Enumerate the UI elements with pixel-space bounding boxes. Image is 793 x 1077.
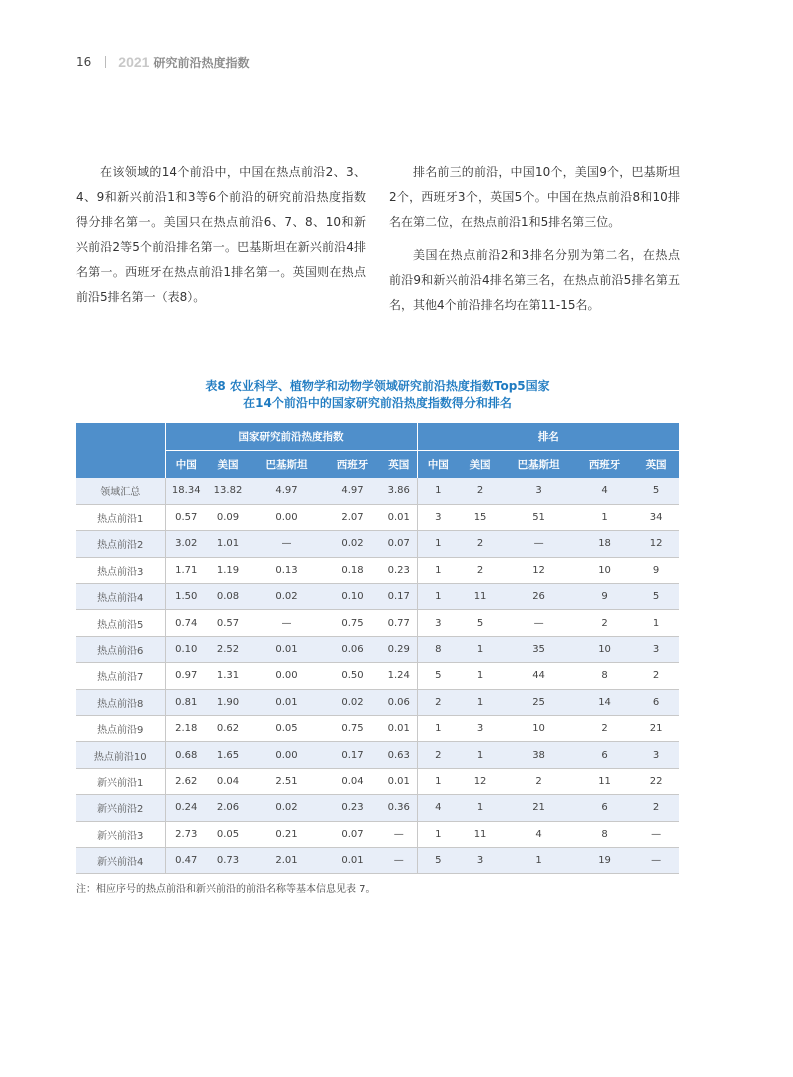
- rank-cell: 1: [459, 636, 501, 662]
- score-cell: 4.97: [324, 478, 381, 504]
- rank-cell: 8: [576, 821, 633, 847]
- score-cell: 0.75: [324, 610, 381, 636]
- column-header-score: 英国: [381, 451, 417, 479]
- row-label: 热点前沿7: [76, 663, 165, 689]
- score-cell: 0.07: [381, 531, 417, 557]
- score-cell: 3.02: [165, 531, 207, 557]
- rank-cell: 1: [417, 557, 459, 583]
- rank-cell: 21: [501, 795, 576, 821]
- rank-cell: 1: [501, 847, 576, 873]
- right-paragraph-2: 美国在热点前沿2和3排名分别为第二名，在热点前沿9和新兴前沿4排名第三名，在热点前沿5排名第五名，其他4个前沿排名均在第11-15名。: [389, 248, 680, 312]
- score-cell: 0.24: [165, 795, 207, 821]
- rank-cell: 2: [633, 663, 679, 689]
- rank-cell: 2: [501, 768, 576, 794]
- column-header-score: 美国: [207, 451, 249, 479]
- column-header-rank: 巴基斯坦: [501, 451, 576, 479]
- rank-cell: 11: [459, 584, 501, 610]
- rank-cell: 3: [459, 716, 501, 742]
- score-cell: 0.01: [381, 504, 417, 530]
- score-cell: 2.18: [165, 716, 207, 742]
- table-row: [76, 821, 679, 847]
- right-text-column: [389, 160, 680, 326]
- rank-cell: 6: [576, 742, 633, 768]
- rank-cell: 2: [459, 557, 501, 583]
- score-cell: 1.71: [165, 557, 207, 583]
- score-cell: 0.02: [324, 531, 381, 557]
- rank-cell: 2: [576, 716, 633, 742]
- score-cell: 0.02: [249, 795, 324, 821]
- table-caption-line1: 表8 农业科学、植物学和动物学领域研究前沿热度指数Top5国家: [205, 379, 550, 393]
- score-cell: 0.09: [207, 504, 249, 530]
- score-cell: 0.05: [207, 821, 249, 847]
- rank-cell: 3: [633, 742, 679, 768]
- rank-cell: 44: [501, 663, 576, 689]
- rank-cell: 1: [417, 821, 459, 847]
- rank-cell: —: [501, 531, 576, 557]
- table-note: 注：相应序号的热点前沿和新兴前沿的前沿名称等基本信息见表 7。: [76, 884, 376, 895]
- score-cell: 0.06: [381, 689, 417, 715]
- rank-cell: 4: [501, 821, 576, 847]
- score-cell: 13.82: [207, 478, 249, 504]
- table-row: [76, 742, 679, 768]
- table-caption: [76, 378, 679, 412]
- row-label: 热点前沿10: [76, 742, 165, 768]
- rank-cell: 2: [576, 610, 633, 636]
- rank-cell: —: [501, 610, 576, 636]
- score-cell: —: [249, 531, 324, 557]
- score-cell: 0.06: [324, 636, 381, 662]
- row-header-blank: [76, 423, 165, 478]
- rank-cell: 3: [501, 478, 576, 504]
- country-ranking-table: [76, 423, 679, 874]
- column-header-score: 中国: [165, 451, 207, 479]
- score-cell: 0.05: [249, 716, 324, 742]
- score-cell: 0.08: [207, 584, 249, 610]
- score-cell: 0.57: [207, 610, 249, 636]
- score-cell: 0.01: [381, 716, 417, 742]
- score-cell: 0.57: [165, 504, 207, 530]
- score-cell: 0.23: [324, 795, 381, 821]
- score-cell: 1.50: [165, 584, 207, 610]
- row-label: 热点前沿9: [76, 716, 165, 742]
- score-cell: 0.77: [381, 610, 417, 636]
- column-header-score: 巴基斯坦: [249, 451, 324, 479]
- rank-cell: 4: [576, 478, 633, 504]
- row-label: 热点前沿6: [76, 636, 165, 662]
- page-number: 16: [76, 55, 92, 69]
- rank-cell: 10: [576, 636, 633, 662]
- score-cell: 2.07: [324, 504, 381, 530]
- rank-cell: 1: [633, 610, 679, 636]
- rank-cell: 3: [459, 847, 501, 873]
- score-cell: 0.10: [324, 584, 381, 610]
- row-label: 领域汇总: [76, 478, 165, 504]
- rank-cell: 1: [417, 584, 459, 610]
- table-row: [76, 768, 679, 794]
- table-row: [76, 716, 679, 742]
- score-cell: 1.31: [207, 663, 249, 689]
- rank-cell: 2: [459, 478, 501, 504]
- rank-cell: 1: [459, 795, 501, 821]
- column-header-rank: 英国: [633, 451, 679, 479]
- column-header-rank: 西班牙: [576, 451, 633, 479]
- row-label: 新兴前沿4: [76, 847, 165, 873]
- rank-cell: 51: [501, 504, 576, 530]
- rank-cell: 1: [459, 742, 501, 768]
- table-row: [76, 531, 679, 557]
- score-cell: 2.73: [165, 821, 207, 847]
- table-row: [76, 478, 679, 504]
- score-cell: —: [381, 821, 417, 847]
- rank-cell: 1: [417, 768, 459, 794]
- rank-cell: 22: [633, 768, 679, 794]
- score-cell: 0.29: [381, 636, 417, 662]
- score-cell: 0.01: [324, 847, 381, 873]
- row-label: 热点前沿3: [76, 557, 165, 583]
- rank-cell: 1: [459, 689, 501, 715]
- score-cell: —: [249, 610, 324, 636]
- rank-cell: 3: [417, 504, 459, 530]
- rank-cell: 9: [576, 584, 633, 610]
- score-cell: 3.86: [381, 478, 417, 504]
- score-cell: 2.01: [249, 847, 324, 873]
- row-label: 热点前沿8: [76, 689, 165, 715]
- table-row: [76, 847, 679, 873]
- score-cell: 1.24: [381, 663, 417, 689]
- rank-cell: 9: [633, 557, 679, 583]
- rank-cell: 6: [576, 795, 633, 821]
- row-label: 热点前沿4: [76, 584, 165, 610]
- score-cell: 0.21: [249, 821, 324, 847]
- rank-cell: 10: [501, 716, 576, 742]
- rank-cell: 26: [501, 584, 576, 610]
- score-cell: 0.10: [165, 636, 207, 662]
- rank-cell: 35: [501, 636, 576, 662]
- rank-cell: 1: [417, 716, 459, 742]
- row-label: 新兴前沿2: [76, 795, 165, 821]
- score-cell: 0.47: [165, 847, 207, 873]
- rank-cell: 38: [501, 742, 576, 768]
- table-row: [76, 610, 679, 636]
- table-row: [76, 584, 679, 610]
- score-cell: 0.02: [249, 584, 324, 610]
- running-header: [76, 52, 249, 72]
- column-header-score: 西班牙: [324, 451, 381, 479]
- row-label: 热点前沿2: [76, 531, 165, 557]
- table-row: [76, 795, 679, 821]
- table-row: [76, 504, 679, 530]
- table-row: [76, 636, 679, 662]
- rank-cell: 2: [633, 795, 679, 821]
- group-header-rank: 排名: [417, 423, 679, 451]
- rank-cell: 18: [576, 531, 633, 557]
- header-divider: [105, 56, 106, 68]
- rank-cell: 8: [576, 663, 633, 689]
- rank-cell: 2: [417, 689, 459, 715]
- rank-cell: 2: [459, 531, 501, 557]
- rank-cell: 1: [417, 531, 459, 557]
- rank-cell: 12: [633, 531, 679, 557]
- table-caption-line2: 在14个前沿中的国家研究前沿热度指数得分和排名: [243, 396, 512, 410]
- score-cell: 18.34: [165, 478, 207, 504]
- score-cell: 0.73: [207, 847, 249, 873]
- rank-cell: 25: [501, 689, 576, 715]
- table-row: [76, 689, 679, 715]
- score-cell: 0.63: [381, 742, 417, 768]
- rank-cell: 6: [633, 689, 679, 715]
- row-label: 热点前沿5: [76, 610, 165, 636]
- rank-cell: 5: [633, 584, 679, 610]
- report-title: 研究前沿热度指数: [153, 55, 250, 70]
- rank-cell: 12: [459, 768, 501, 794]
- score-cell: 0.00: [249, 663, 324, 689]
- rank-cell: 5: [459, 610, 501, 636]
- group-header-score: 国家研究前沿热度指数: [165, 423, 417, 451]
- score-cell: 0.23: [381, 557, 417, 583]
- score-cell: 0.36: [381, 795, 417, 821]
- rank-cell: 1: [417, 478, 459, 504]
- score-cell: 0.50: [324, 663, 381, 689]
- score-cell: 0.13: [249, 557, 324, 583]
- table-body: [76, 478, 679, 874]
- row-label: 新兴前沿1: [76, 768, 165, 794]
- rank-cell: 12: [501, 557, 576, 583]
- rank-cell: 19: [576, 847, 633, 873]
- rank-cell: 14: [576, 689, 633, 715]
- score-cell: 0.07: [324, 821, 381, 847]
- right-paragraph-1: 排名前三的前沿，中国10个，美国9个，巴基斯坦2个，西班牙3个，英国5个。中国在热点前沿8和10排名在第二位，在热点前沿1和5排名第三位。: [389, 165, 680, 229]
- score-cell: 0.02: [324, 689, 381, 715]
- score-cell: 0.01: [381, 768, 417, 794]
- score-cell: 0.01: [249, 636, 324, 662]
- rank-cell: 2: [417, 742, 459, 768]
- left-paragraph: 在该领域的14个前沿中，中国在热点前沿2、3、4、9和新兴前沿1和3等6个前沿的研究前沿热度指数得分排名第一。美国只在热点前沿6、7、8、10和新兴前沿2等5个前沿排名第一。巴基斯坦在新兴前沿4排名第一。西班牙在热点前沿1排名第一。英国则在热点前沿5排名第一（表8）。: [76, 165, 366, 304]
- rank-cell: 1: [576, 504, 633, 530]
- rank-cell: 1: [459, 663, 501, 689]
- score-cell: 0.97: [165, 663, 207, 689]
- report-year: 2021: [118, 54, 150, 70]
- score-cell: 1.65: [207, 742, 249, 768]
- score-cell: 2.62: [165, 768, 207, 794]
- score-cell: 0.00: [249, 504, 324, 530]
- score-cell: 4.97: [249, 478, 324, 504]
- rank-cell: —: [633, 847, 679, 873]
- rank-cell: 8: [417, 636, 459, 662]
- rank-cell: 15: [459, 504, 501, 530]
- rank-cell: 11: [459, 821, 501, 847]
- score-cell: 0.17: [324, 742, 381, 768]
- score-cell: 0.04: [324, 768, 381, 794]
- score-cell: —: [381, 847, 417, 873]
- score-cell: 0.00: [249, 742, 324, 768]
- table-row: [76, 557, 679, 583]
- rank-cell: 4: [417, 795, 459, 821]
- table-row: [76, 663, 679, 689]
- rank-cell: —: [633, 821, 679, 847]
- score-cell: 2.52: [207, 636, 249, 662]
- score-cell: 0.75: [324, 716, 381, 742]
- rank-cell: 34: [633, 504, 679, 530]
- score-cell: 2.51: [249, 768, 324, 794]
- rank-cell: 11: [576, 768, 633, 794]
- score-cell: 0.04: [207, 768, 249, 794]
- rank-cell: 5: [417, 663, 459, 689]
- score-cell: 0.74: [165, 610, 207, 636]
- score-cell: 0.62: [207, 716, 249, 742]
- score-cell: 1.19: [207, 557, 249, 583]
- rank-cell: 21: [633, 716, 679, 742]
- score-cell: 1.01: [207, 531, 249, 557]
- rank-cell: 5: [633, 478, 679, 504]
- score-cell: 0.68: [165, 742, 207, 768]
- row-label: 热点前沿1: [76, 504, 165, 530]
- score-cell: 1.90: [207, 689, 249, 715]
- rank-cell: 3: [417, 610, 459, 636]
- rank-cell: 5: [417, 847, 459, 873]
- left-text-column: [76, 160, 366, 318]
- score-cell: 2.06: [207, 795, 249, 821]
- score-cell: 0.17: [381, 584, 417, 610]
- rank-cell: 3: [633, 636, 679, 662]
- score-cell: 0.81: [165, 689, 207, 715]
- column-header-rank: 中国: [417, 451, 459, 479]
- column-header-rank: 美国: [459, 451, 501, 479]
- score-cell: 0.01: [249, 689, 324, 715]
- rank-cell: 10: [576, 557, 633, 583]
- score-cell: 0.18: [324, 557, 381, 583]
- row-label: 新兴前沿3: [76, 821, 165, 847]
